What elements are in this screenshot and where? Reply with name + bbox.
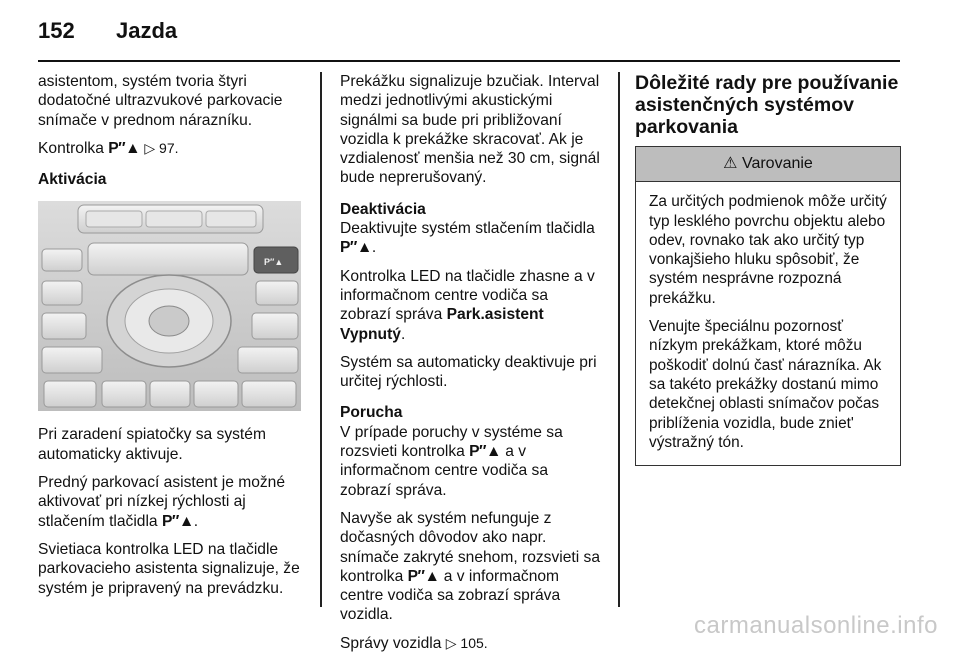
text: a v informačnom centre vodiča sa zobrazí správa vozidla. [340,567,561,624]
text: Kontrolka [38,139,104,157]
text: . [400,325,406,343]
warning-box [635,146,901,466]
text: . [371,239,377,257]
paragraph: Prekážku signalizuje bzučiak. Interval medzi jednotlivými akustickými signálmi sa bude pri približovaní vozidla k prekážke skracovať. Ak je vzdialenosť menšia než 30 cm, signál bude neprerušovaný. [340,73,600,187]
paragraph [340,634,603,653]
message-text: Park.asistent Vypnutý [340,306,544,343]
paragraph [340,423,603,500]
warning-icon: ⚠ [723,155,738,172]
text: Kontrolka LED na tlačidle zhasne a v informačnom centre vodiča sa zobrazí správa [340,267,595,324]
photo-button-label: P″▲ [264,257,284,268]
park-assist-symbol: P″▲ [161,512,194,530]
paragraph: asistentom, systém tvoria štyri dodatočné ultrazvukové parkovacie snímače v prednom nárazníku. [38,73,283,129]
park-assist-symbol: P″▲ [469,443,501,461]
page-reference: ▷ 97. [144,139,179,156]
paragraph: Venujte špeciálnu pozornosť nízkym prekážkam, ktoré môžu poškodiť dolnú časť nárazníka. Ak sa takéto prekážky dostanú mimo detekčnej oblasti snímačov počas priblíženia vozidla, bude zniet' výstražný tón. [649,318,882,451]
watermark: carmanualsonline.info [694,612,938,639]
paragraph: Za určitých podmienok môže určitý typ lesklého povrchu objektu alebo odev, rovnako tak ako určitý typ vonkajšieho hluku spôsobiť, že systém nesprávne rozpozná prekážku. [649,193,887,307]
paragraph: Pri zaradení spiatočky sa systém automaticky aktivuje. [38,426,266,463]
park-assist-symbol: P″▲ [407,567,440,585]
paragraph: Svietiaca kontrolka LED na tlačidle parkovacieho asistenta signalizuje, že systém je pripravený na prevádzku. [38,540,300,597]
subheading-activation: Aktivácia [38,171,107,189]
column-divider-1 [320,72,322,607]
paragraph [38,139,301,158]
subheading-deactivation: Deaktivácia [340,200,426,218]
column-divider-2 [618,72,620,607]
subheading-fault: Porucha [340,404,403,422]
text: Deaktivujte systém stlačením tlačidla [340,220,595,238]
warning-header [636,147,900,182]
text: Navyše ak systém nefunguje z dočasných dôvodov ako napr. snímače zakryté snehom, rozsvieti sa kontrolka [340,509,600,585]
section-title: Jazda [116,18,178,43]
text: . [193,512,199,530]
section-heading: Dôležité rady pre používanie asistenčných systémov parkovania [635,72,899,138]
text: a v informačnom centre vodiča sa zobrazí správa. [340,443,549,499]
control-panel-photo [38,201,301,411]
warning-title: Varovanie [741,155,813,172]
paragraph [340,509,603,625]
text: Správy vozidla [340,634,442,652]
warning-body [636,182,900,465]
park-assist-symbol: P″▲ [340,239,372,257]
column-left [38,72,301,607]
paragraph [340,267,603,344]
paragraph [340,219,603,258]
text: V prípade poruchy v systéme sa rozsvieti kontrolka [340,423,563,461]
header-rule [38,60,900,62]
paragraph [38,473,301,531]
page-number: 152 [38,18,75,43]
park-assist-symbol: P″▲ [108,139,141,157]
page-reference: ▷ 105. [445,634,488,651]
column-right [635,72,901,466]
page-header [38,18,177,44]
paragraph: Systém sa automaticky deaktivuje pri určitej rýchlosti. [340,353,597,391]
column-middle [340,72,603,662]
text: Predný parkovací asistent je možné aktivovať pri nízkej rýchlosti aj stlačením tlačidla [38,474,286,530]
